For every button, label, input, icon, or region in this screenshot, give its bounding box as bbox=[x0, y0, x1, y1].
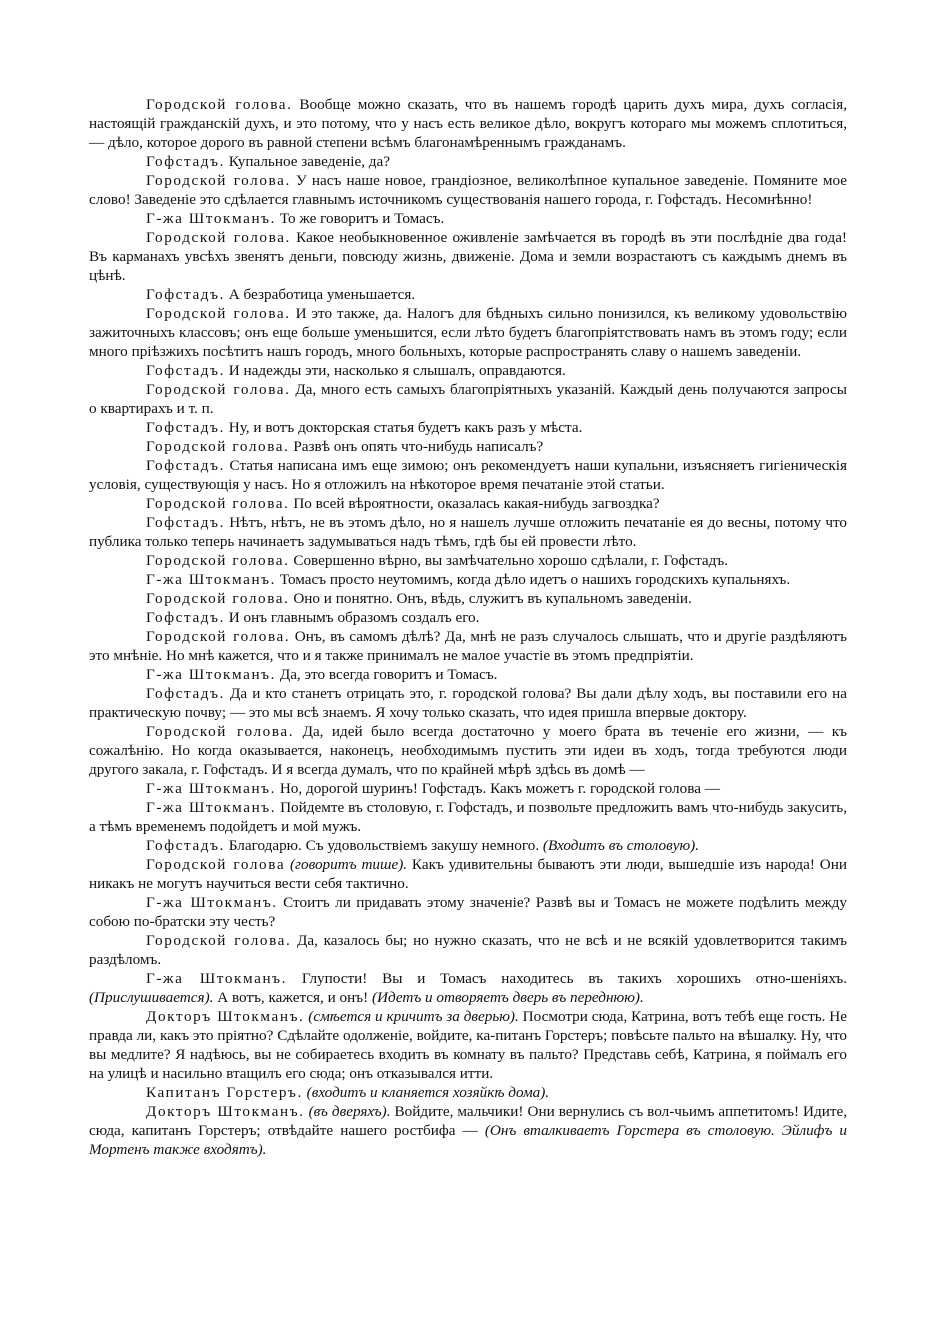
stage-direction: (Входитъ въ столовую). bbox=[542, 837, 700, 854]
line-text: Да и кто станетъ отрицать это, г. городской голова? Вы дали дѣлу ходъ, вы поставили его на практическую почву; — это мы всѣ знаемъ. Я хочу только сказать, что идея пришла впервые доктору. bbox=[89, 685, 847, 721]
paragraph bbox=[89, 418, 847, 437]
line-text: И надежды эти, насколько я слышалъ, оправдаются. bbox=[228, 362, 566, 379]
paragraph bbox=[89, 380, 847, 418]
line-text: Статья написана имъ еще зимою; онъ рекомендуетъ наши купальни, изъясняетъ гигіеническія условія, существующія у насъ. Но я отложилъ на нѣкоторое время печатаніе этой статьи. bbox=[89, 457, 847, 493]
stage-direction: (Онъ вталкиваетъ Горстера въ столовую. Эйлифъ и Мортенъ также входятъ). bbox=[89, 1122, 848, 1158]
speaker-name: Г-жа Штокманъ. bbox=[146, 799, 277, 816]
line-text: А вотъ, кажется, и онъ! bbox=[217, 989, 369, 1006]
paragraph bbox=[89, 209, 847, 228]
paragraph bbox=[89, 95, 847, 152]
paragraph bbox=[89, 570, 847, 589]
paragraph bbox=[89, 608, 847, 627]
paragraph bbox=[89, 665, 847, 684]
speaker-name: Капитанъ Горстеръ. bbox=[146, 1084, 303, 1101]
speaker-name: Г-жа Штокманъ. bbox=[146, 970, 288, 987]
stage-direction: (Прислушивается). bbox=[89, 989, 214, 1006]
paragraph bbox=[89, 931, 847, 969]
speaker-name: Г-жа Штокманъ. bbox=[146, 210, 277, 227]
line-text: То же говоритъ и Томасъ. bbox=[279, 210, 445, 227]
document-page bbox=[89, 95, 847, 1159]
line-text: Ну, и вотъ докторская статья будетъ какъ разъ у мѣста. bbox=[228, 419, 583, 436]
speaker-name: Городской голова. bbox=[146, 590, 290, 607]
speaker-name: Г-жа Штокманъ. bbox=[146, 571, 277, 588]
line-text: Онъ, въ самомъ дѣлѣ? Да, мнѣ не разъ случалось слышать, что и другіе раздѣляютъ это мнѣніе. Но мнѣ кажется, что и я также принималъ не малое участіе въ этомъ предпріятіи. bbox=[89, 628, 847, 664]
paragraph bbox=[89, 836, 847, 855]
speaker-name: Гофстадъ. bbox=[146, 514, 225, 531]
speaker-name: Докторъ Штокманъ. bbox=[146, 1103, 305, 1120]
line-text: Да, много есть самыхъ благопріятныхъ указаній. Каждый день получаются запросы о квартирахъ и т. п. bbox=[89, 381, 847, 417]
speaker-name: Городской голова. bbox=[146, 172, 291, 189]
paragraph bbox=[89, 969, 847, 1007]
stage-direction: (входитъ и кланяется хозяйкѣ дома). bbox=[306, 1084, 550, 1101]
speaker-name: Гофстадъ. bbox=[146, 837, 225, 854]
paragraph bbox=[89, 304, 847, 361]
line-text: Благодарю. Съ удовольствіемъ закушу немного. bbox=[228, 837, 540, 854]
paragraph bbox=[89, 171, 847, 209]
paragraph bbox=[89, 551, 847, 570]
paragraph bbox=[89, 456, 847, 494]
speaker-name: Г-жа Штокманъ. bbox=[146, 666, 277, 683]
line-text: И это также, да. Налогъ для бѣдныхъ сильно понизился, къ великому удовольствію зажиточныхъ классовъ; онъ еще больше уменьшится, если лѣто будетъ благопріятствовать намъ въ этомъ году; если много пріѣзжихъ посѣтитъ нашъ городъ, много больныхъ, которые распространять славу о нашемъ заведеніи. bbox=[89, 305, 848, 360]
speaker-name: Городской голова. bbox=[146, 628, 291, 645]
speaker-name: Г-жа Штокманъ. bbox=[146, 894, 278, 911]
stage-direction: (въ дверяхъ). bbox=[308, 1103, 391, 1120]
line-text: Совершенно вѣрно, вы замѣчательно хорошо сдѣлали, г. Гофстадъ. bbox=[293, 552, 729, 569]
speaker-name: Городской голова. bbox=[146, 381, 291, 398]
speaker-name: Гофстадъ. bbox=[146, 609, 225, 626]
line-text: У насъ наше новое, грандіозное, великолѣпное купальное заведеніе. Помяните мое слово! Заведеніе это сдѣлается главнымъ источникомъ существованія нашего города, г. Гофстадъ. Несомнѣнно! bbox=[89, 172, 848, 208]
paragraph bbox=[89, 437, 847, 456]
paragraph bbox=[89, 1083, 847, 1102]
line-text: И онъ главнымъ образомъ создалъ его. bbox=[228, 609, 480, 626]
paragraph bbox=[89, 228, 847, 285]
paragraph bbox=[89, 1007, 847, 1083]
paragraph bbox=[89, 627, 847, 665]
line-text: Пойдемте въ столовую, г. Гофстадъ, и позвольте предложить вамъ что-нибудь закусить, а тѣмъ временемъ подойдетъ и мой мужъ. bbox=[89, 799, 847, 835]
line-text: Оно и понятно. Онъ, вѣдь, служитъ въ купальномъ заведеніи. bbox=[293, 590, 692, 607]
speaker-name: Городской голова. bbox=[146, 723, 295, 740]
paragraph bbox=[89, 361, 847, 380]
speaker-name: Городской голова. bbox=[146, 438, 290, 455]
speaker-name: Гофстадъ. bbox=[146, 419, 225, 436]
line-text: Какъ удивительны бываютъ эти люди, вышедшіе изъ народа! Они никакъ не могутъ научиться вести себя тактично. bbox=[89, 856, 848, 892]
speaker-name: Гофстадъ. bbox=[146, 362, 225, 379]
speaker-name: Городской голова. bbox=[146, 229, 291, 246]
paragraph bbox=[89, 779, 847, 798]
speaker-name: Гофстадъ. bbox=[146, 685, 225, 702]
speaker-name: Докторъ Штокманъ. bbox=[146, 1008, 305, 1025]
line-text: Но, дорогой шуринъ! Гофстадъ. Какъ можетъ г. городской голова — bbox=[279, 780, 720, 797]
paragraph bbox=[89, 513, 847, 551]
speaker-name: Гофстадъ. bbox=[146, 153, 225, 170]
line-text: Нѣтъ, нѣтъ, не въ этомъ дѣло, но я нашелъ лучше отложить печатаніе ея до весны, потому что публика только теперь начинаетъ задумываться надъ тѣмъ, гдѣ бы ей провести лѣто. bbox=[89, 514, 848, 550]
line-text: Купальное заведеніе, да? bbox=[228, 153, 391, 170]
stage-direction: (смѣется и кричитъ за дверью). bbox=[308, 1008, 519, 1025]
line-text: Вообще можно сказать, что въ нашемъ городѣ царить духъ мира, духъ согласія, настоящій гражданскій духъ, и это потому, что у насъ есть великое дѣло, вокругъ котораго мы можемъ сплотиться, — дѣло, которое дорого въ равной степени всѣмъ благонамѣреннымъ гражданамъ. bbox=[89, 96, 848, 151]
paragraph bbox=[89, 798, 847, 836]
speaker-name: Городской голова. bbox=[146, 552, 290, 569]
line-text: Да, казалось бы; но нужно сказать, что не всѣ и не всякій удовлетворится такимъ раздѣломъ. bbox=[89, 932, 847, 968]
line-text: Да, идей было всегда достаточно у моего брата въ теченіе его жизни, — къ сожалѣнію. Но когда оказывается, наконецъ, необходимымъ пустить эти идеи въ ходъ, тогда требуются люди другого закала, г. Гофстадъ. И я всегда думалъ, что по крайней мѣрѣ здѣсь въ домѣ — bbox=[89, 723, 847, 778]
paragraph bbox=[89, 684, 847, 722]
paragraph bbox=[89, 494, 847, 513]
speaker-name: Г-жа Штокманъ. bbox=[146, 780, 277, 797]
line-text: Посмотри сюда, Катрина, вотъ тебѣ еще гость. Не правда ли, какъ это пріятно? Сдѣлайте одолженіе, войдите, ка-питанъ Горстеръ; повѣсьте пальто на вѣшалку. Ну, что вы медлите? Я надѣюсь, вы не собираетесь входить въ комнату въ пальто? Представь себѣ, Катрина, я поймалъ его на улицѣ и насильно втащилъ его сюда; онъ отказывался итти. bbox=[89, 1008, 848, 1082]
speaker-name: Городской голова. bbox=[146, 96, 293, 113]
line-text: По всей вѣроятности, оказалась какая-нибудь загвоздка? bbox=[293, 495, 660, 512]
line-text: Глупости! Вы и Томасъ находитесь въ такихъ хорошихъ отно-шеніяхъ. bbox=[301, 970, 848, 987]
paragraph bbox=[89, 152, 847, 171]
paragraph bbox=[89, 893, 847, 931]
paragraph bbox=[89, 722, 847, 779]
line-text: А безработица уменьшается. bbox=[228, 286, 416, 303]
speaker-name: Городской голова. bbox=[146, 305, 291, 322]
paragraph bbox=[89, 285, 847, 304]
speaker-name: Городской голова. bbox=[146, 495, 290, 512]
speaker-name: Гофстадъ. bbox=[146, 286, 225, 303]
line-text: Войдите, мальчики! Они вернулись съ вол-чьимъ аппетитомъ! Идите, сюда, капитанъ Горстеръ; отвѣдайте нашего ростбифа — bbox=[89, 1103, 848, 1139]
line-text: Какое необыкновенное оживленіе замѣчается въ городѣ въ эти послѣдніе два года! Въ карманахъ увсѣхъ звенятъ деньги, повсюду жизнь, движеніе. Дома и земли возрастаютъ съ каждымъ днемъ въ цѣнѣ. bbox=[89, 229, 847, 284]
speaker-name: Городской голова bbox=[146, 856, 286, 873]
line-text: Развѣ онъ опять что-нибудь написалъ? bbox=[293, 438, 544, 455]
paragraph bbox=[89, 855, 847, 893]
line-text: Томасъ просто неутомимъ, когда дѣло идетъ о нашихъ городскихъ купальняхъ. bbox=[279, 571, 791, 588]
speaker-name: Городской голова. bbox=[146, 932, 292, 949]
paragraph bbox=[89, 589, 847, 608]
stage-direction: (говоритъ тише). bbox=[290, 856, 408, 873]
speaker-name: Гофстадъ. bbox=[146, 457, 225, 474]
stage-direction: (Идетъ и отворяетъ дверь въ переднюю). bbox=[371, 989, 644, 1006]
line-text: Да, это всегда говоритъ и Томасъ. bbox=[279, 666, 498, 683]
line-text: Стоитъ ли придавать этому значеніе? Развѣ вы и Томасъ не можете подѣлить между собою по-братски эту честь? bbox=[89, 894, 848, 930]
paragraph bbox=[89, 1102, 847, 1159]
